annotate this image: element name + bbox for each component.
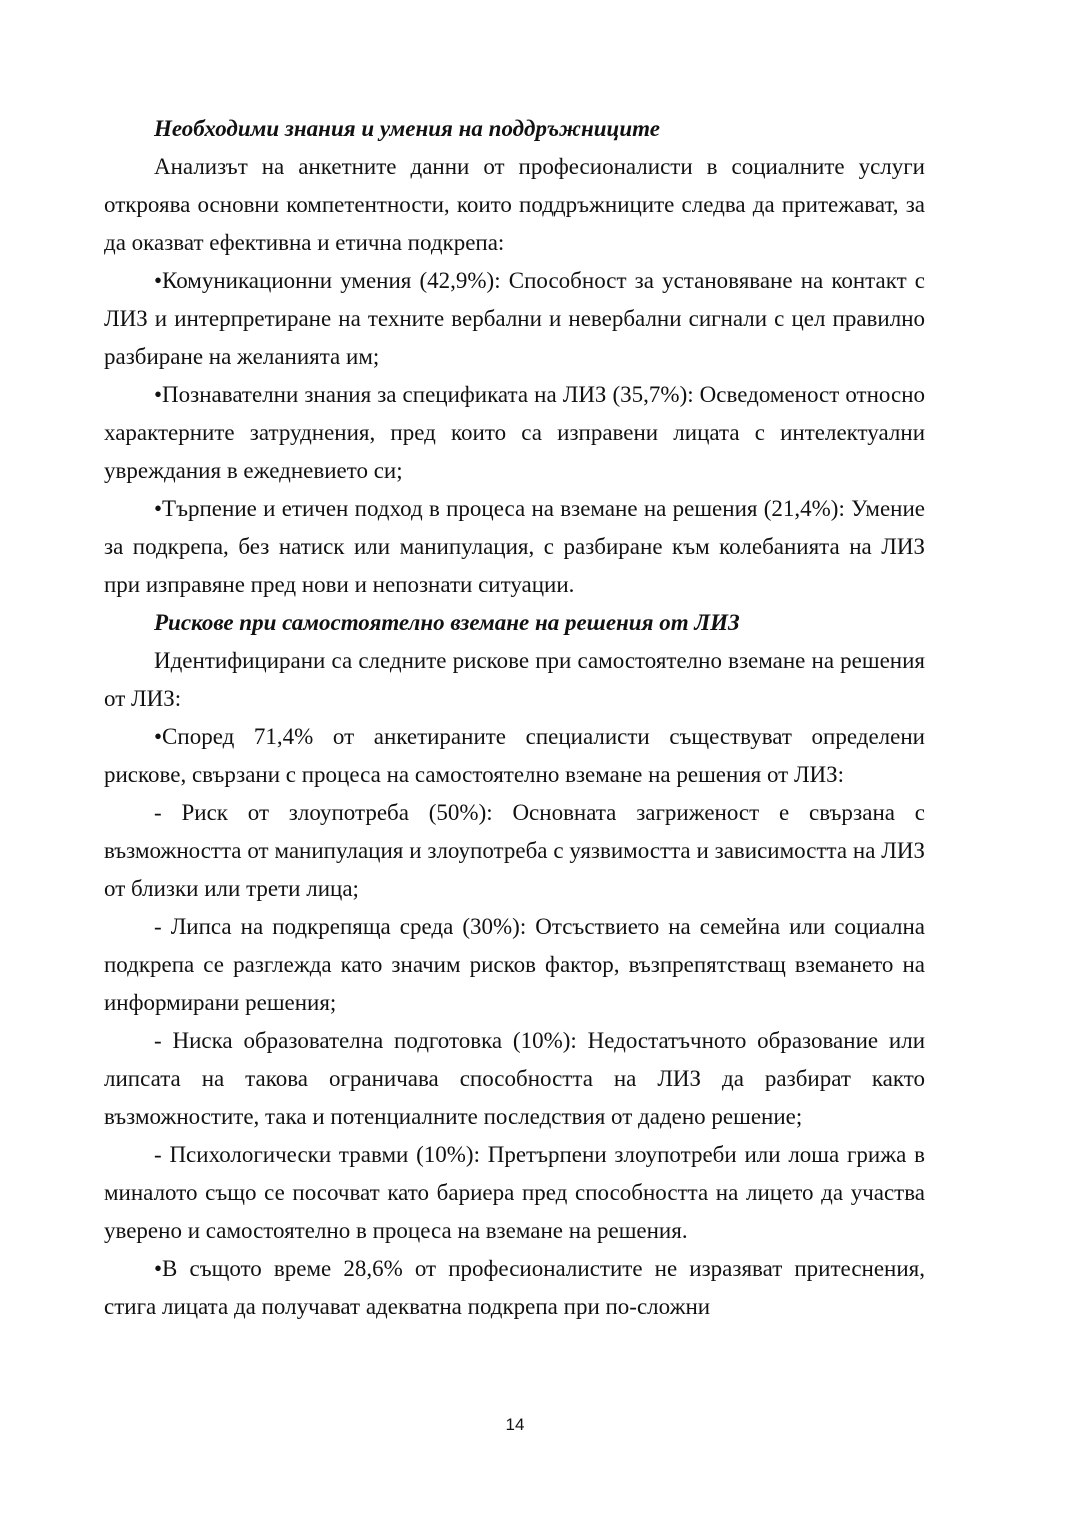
dash-risk-abuse: - Риск от злоупотреба (50%): Основната загриженост е свързана с възможността от манипулация и злоупотреба с уязвимостта и зависимостта на ЛИЗ от близки или трети лица; [104, 800, 925, 901]
bullet-knowledge-specifics: •Познавателни знания за спецификата на ЛИЗ (35,7%): Осведоменост относно характерните затруднения, пред които са изправени лицата с интелектуални увреждания в ежедневието си; [104, 382, 925, 483]
dash-risk-trauma: - Психологически травми (10%): Претърпени злоупотреби или лоша грижа в миналото също се посочват като бариера пред способността на лицето да участва уверено и самостоятелно в процеса на вземане на решения. [104, 1142, 925, 1243]
page-number: 14 [505, 1415, 525, 1434]
section-heading-competencies: Необходими знания и умения на поддръжниците [154, 116, 660, 141]
paragraph-intro: Анализът на анкетните данни от професионалисти в социалните услуги откроява основни компетентности, които поддръжниците следва да притежават, за да оказват ефективна и етична подкрепа: [104, 154, 925, 255]
bullet-no-concerns: •В същото време 28,6% от професионалистите не изразяват притеснения, стига лицата да получават адекватна подкрепа при по-сложни [104, 1256, 925, 1319]
bullet-communication-skills: •Комуникационни умения (42,9%): Способност за установяване на контакт с ЛИЗ и интерпретиране на техните вербални и невербални сигнали с цел правилно разбиране на желанията им; [104, 268, 925, 369]
page-content [104, 110, 925, 1326]
dash-risk-support-lack: - Липса на подкрепяща среда (30%): Отсъствието на семейна или социална подкрепа се разглежда като значим рисков фактор, възпрепятстващ вземането на информирани решения; [104, 914, 925, 1015]
section-heading-risks: Рискове при самостоятелно вземане на решения от ЛИЗ [154, 610, 740, 635]
bullet-risks-exist: •Според 71,4% от анкетираните специалисти съществуват определени рискове, свързани с процеса на самостоятелно вземане на решения от ЛИЗ: [104, 724, 925, 787]
dash-risk-education: - Ниска образователна подготовка (10%): Недостатъчното образование или липсата на такова ограничава способността на ЛИЗ да разбират както възможностите, така и потенциалните последствия от дадено решение; [104, 1028, 925, 1129]
bullet-patience-ethics: •Търпение и етичен подход в процеса на вземане на решения (21,4%): Умение за подкрепа, без натиск или манипулация, с разбиране към колебанията на ЛИЗ при изправяне пред нови и непознати ситуации. [104, 496, 925, 597]
paragraph-risks-intro: Идентифицирани са следните рискове при самостоятелно вземане на решения от ЛИЗ: [104, 648, 925, 711]
